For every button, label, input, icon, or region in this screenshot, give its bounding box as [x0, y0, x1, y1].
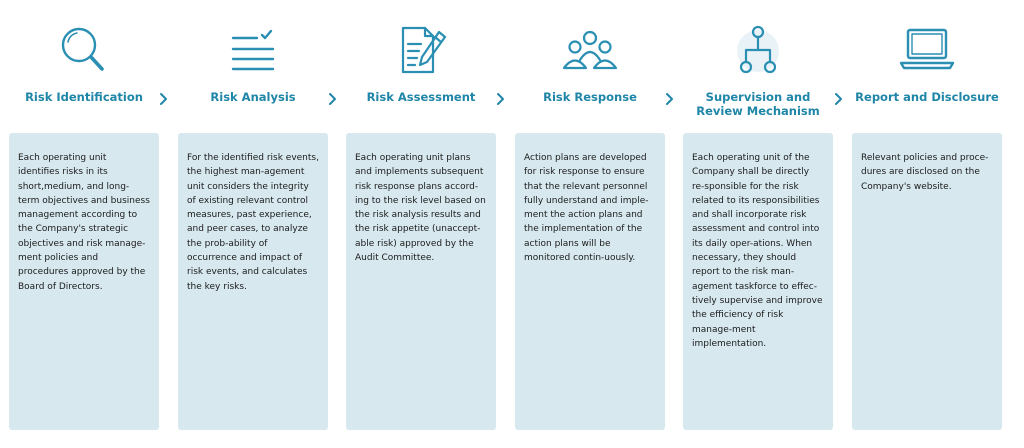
checklist-icon: [221, 20, 285, 80]
step-risk-analysis: [178, 0, 328, 448]
step-title: Risk Identification: [25, 90, 143, 104]
step-card: [346, 133, 496, 430]
step-card: [515, 133, 665, 430]
step-card: [9, 133, 159, 430]
document-pen-icon: [389, 20, 453, 80]
step-risk-identification: [9, 0, 159, 448]
people-group-icon: [558, 20, 622, 80]
step-description: For the identified risk events, the highest man-agement unit considers the integrity of existing relevant control measures, past experience, and peer cases, to analyze the prob-ability of occurrence and impact of risk events, and calculates the key risks.: [187, 153, 319, 292]
chevron-right-icon: [327, 92, 339, 106]
chevron-right-icon: [158, 92, 170, 106]
laptop-icon: [895, 20, 959, 80]
step-title: Risk Analysis: [210, 90, 296, 104]
chevron-right-icon: [833, 92, 845, 106]
step-card: [178, 133, 328, 430]
chevron-right-icon: [664, 92, 676, 106]
step-supervision-review: [683, 0, 833, 448]
magnifier-icon: [52, 20, 116, 80]
step-description: Each operating unit plans and implements subsequent risk response plans accord-ing to the risk level based on the risk analysis results and the risk appetite (unaccept-able risk) approved by the Audit Committee.: [355, 153, 486, 264]
step-risk-assessment: [346, 0, 496, 448]
step-report-disclosure: [852, 0, 1002, 448]
chevron-right-icon: [495, 92, 507, 106]
step-title: Report and Disclosure: [855, 90, 999, 104]
step-title: Risk Assessment: [366, 90, 476, 104]
step-card: [683, 133, 833, 430]
step-description: Each operating unit of the Company shall be directly re-sponsible for the risk related to its responsibilities and shall incorporate risk assessment and control into its daily oper-ations. When necessary, they should report to the risk man-agement taskforce to effec-tively supervise and improve the efficiency of risk manage-ment implementation.: [692, 153, 823, 349]
step-risk-response: [515, 0, 665, 448]
step-card: [852, 133, 1002, 430]
hierarchy-icon: [726, 20, 790, 80]
step-description: Relevant policies and proce-dures are disclosed on the Company's website.: [861, 153, 989, 192]
step-title: Supervision and Review Mechanism: [696, 90, 820, 118]
step-description: Each operating unit identifies risks in its short,medium, and long-term objectives and business management according to the Company's strategic objectives and risk manage-ment policies and procedures approved by the Board of Directors.: [18, 153, 150, 292]
step-description: Action plans are developed for risk response to ensure that the relevant personnel fully understand and imple-ment the action plans and the implementation of the action plans will be monitored contin-uously.: [524, 153, 649, 264]
step-title: Risk Response: [543, 90, 637, 104]
